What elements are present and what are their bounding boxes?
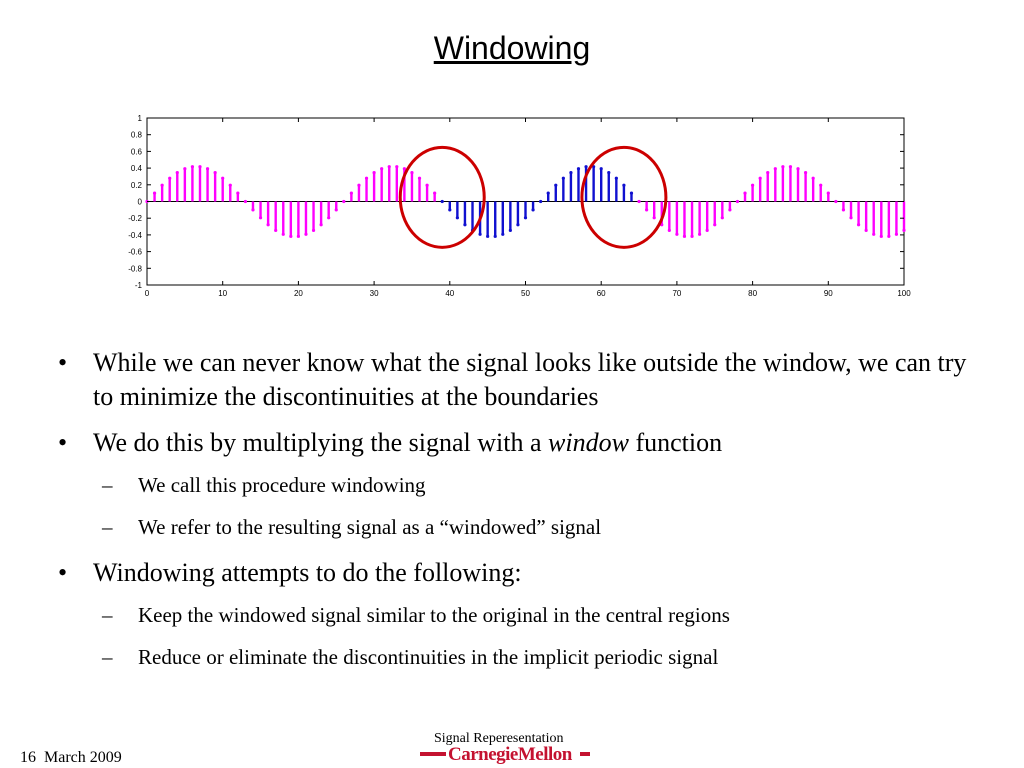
stem-marker (373, 171, 376, 174)
stem-marker (698, 233, 701, 236)
stem-marker (562, 177, 565, 180)
stem-marker (335, 208, 338, 211)
stem-marker (327, 216, 330, 219)
stem-marker (274, 229, 277, 232)
stem-marker (683, 235, 686, 238)
logo-bar-right (580, 752, 590, 756)
x-tick-label: 20 (293, 289, 303, 298)
stem-marker (236, 192, 239, 195)
stem-marker (812, 177, 815, 180)
stem-marker (410, 171, 413, 174)
sub-bullet-text: We refer to the resulting signal as a “windowed” signal (138, 515, 602, 539)
x-tick-label: 80 (748, 289, 758, 298)
stem-marker (418, 177, 421, 180)
y-tick-label: 0.8 (130, 130, 142, 140)
y-tick-label: -0.2 (128, 214, 142, 224)
stem-marker (161, 184, 164, 187)
y-tick-label: 0.2 (130, 180, 142, 190)
stem-marker (781, 165, 784, 168)
stem-marker (365, 177, 368, 180)
stem-marker (759, 177, 762, 180)
slide-title: Windowing (433, 30, 591, 66)
stem-marker (600, 167, 603, 170)
stem-marker (214, 171, 217, 174)
stem-marker (168, 177, 171, 180)
stem-marker (804, 171, 807, 174)
stem-plot (105, 110, 915, 300)
y-tick-label: 0.4 (130, 164, 142, 174)
stem-marker (895, 233, 898, 236)
x-tick-label: 50 (521, 289, 530, 298)
stem-marker (312, 229, 315, 232)
stem-marker (304, 233, 307, 236)
stem-marker (887, 235, 890, 238)
stem-marker (751, 184, 754, 187)
dash-mark: – (102, 603, 113, 627)
bullet-text-post: function (628, 428, 723, 457)
dash-mark: – (102, 515, 113, 539)
x-tick-label: 60 (596, 289, 606, 298)
y-tick-label: -0.6 (128, 247, 142, 257)
stem-marker (880, 235, 883, 238)
sub-bullet-text: Keep the windowed signal similar to the original in the central regions (138, 603, 730, 627)
stem-marker (713, 223, 716, 226)
stem-marker (244, 200, 247, 203)
x-tick-label: 40 (445, 289, 455, 298)
sub-bullet-item (58, 472, 988, 498)
stem-marker (198, 165, 201, 168)
stem-marker (395, 165, 398, 168)
bullet-text: While we can never know what the signal looks like outside the window, we can try to minimize the discontinuities at the boundaries (93, 348, 967, 411)
stem-marker (176, 171, 179, 174)
stem-marker (516, 223, 519, 226)
stem-marker (342, 200, 345, 203)
stem-marker (569, 171, 572, 174)
footer-date: 16 March 2009 (20, 749, 122, 766)
stem-marker (728, 208, 731, 211)
stem-marker (524, 216, 527, 219)
stem-marker (282, 233, 285, 236)
sub-bullet-item (58, 514, 988, 540)
stem-marker (494, 235, 497, 238)
x-tick-label: 90 (823, 289, 833, 298)
stem-marker (796, 167, 799, 170)
y-tick-label: 1 (137, 114, 142, 123)
bullet-list (58, 346, 988, 686)
stem-marker (630, 192, 633, 195)
stem-marker (357, 184, 360, 187)
sub-bullet-item (58, 602, 988, 628)
stem-marker (380, 167, 383, 170)
stem-marker (486, 235, 489, 238)
stem-marker (577, 167, 580, 170)
stem-marker (834, 200, 837, 203)
bullet-mark: • (58, 348, 68, 377)
stem-marker (819, 184, 822, 187)
bullet-item (58, 426, 988, 460)
x-tick-label: 70 (672, 289, 682, 298)
stem-marker (183, 167, 186, 170)
stem-marker (191, 165, 194, 168)
sub-bullet-text: We call this procedure windowing (138, 473, 426, 497)
x-tick-label: 10 (218, 289, 228, 298)
bullet-mark: • (58, 558, 68, 587)
stem-marker (456, 216, 459, 219)
bullet-item (58, 556, 988, 590)
stem-marker (849, 216, 852, 219)
stem-marker (842, 208, 845, 211)
stem-marker (615, 177, 618, 180)
stem-marker (388, 165, 391, 168)
y-tick-label: -1 (134, 281, 142, 290)
stem-marker (259, 216, 262, 219)
stem-marker (653, 216, 656, 219)
stem-marker (539, 200, 542, 203)
sub-bullet-text: Reduce or eliminate the discontinuities in the implicit periodic signal (138, 645, 719, 669)
stem-marker (622, 184, 625, 187)
x-tick-label: 30 (369, 289, 379, 298)
stem-marker (736, 200, 739, 203)
y-tick-label: 0 (137, 197, 142, 207)
stem-marker (645, 208, 648, 211)
stem-marker (433, 192, 436, 195)
y-tick-label: -0.4 (128, 230, 142, 240)
y-tick-label: 0.6 (130, 147, 142, 157)
stem-marker (865, 229, 868, 232)
stem-marker (297, 235, 300, 238)
stem-marker (206, 167, 209, 170)
stem-marker (350, 192, 353, 195)
stem-marker (320, 223, 323, 226)
stem-marker (766, 171, 769, 174)
stem-marker (607, 171, 610, 174)
bullet-text: Windowing attempts to do the following: (93, 558, 522, 587)
stem-marker (706, 229, 709, 232)
stem-marker (229, 184, 232, 187)
stem-marker (690, 235, 693, 238)
stem-marker (478, 233, 481, 236)
stem-marker (501, 233, 504, 236)
stem-marker (774, 167, 777, 170)
stem-marker (441, 200, 444, 203)
stem-marker (153, 192, 156, 195)
bullet-item (58, 346, 988, 414)
stem-marker (721, 216, 724, 219)
stem-marker (827, 192, 830, 195)
stem-marker (857, 223, 860, 226)
stem-marker (547, 192, 550, 195)
stem-marker (637, 200, 640, 203)
dash-mark: – (102, 645, 113, 669)
stem-marker (448, 208, 451, 211)
stem-marker (221, 177, 224, 180)
sub-bullet-item (58, 644, 988, 670)
bullet-text-pre: We do this by multiplying the signal with a (93, 428, 549, 457)
bullet-text-emphasis: window (548, 428, 629, 457)
stem-marker (289, 235, 292, 238)
x-tick-label: 0 (144, 289, 150, 298)
logo-bar-left (420, 752, 446, 756)
stem-marker (675, 233, 678, 236)
stem-marker (463, 223, 466, 226)
stem-marker (668, 229, 671, 232)
dash-mark: – (102, 473, 113, 497)
stem-marker (584, 165, 587, 168)
stem-marker (267, 223, 270, 226)
stem-marker (425, 184, 428, 187)
x-tick-label: 100 (897, 289, 911, 298)
y-tick-label: -0.8 (128, 264, 142, 274)
bullet-mark: • (58, 428, 68, 457)
stem-marker (251, 208, 254, 211)
stem-marker (509, 229, 512, 232)
footer-title: Signal Reperesentation (434, 731, 564, 746)
university-logo: CarnegieMellon (448, 744, 572, 765)
stem-marker (554, 184, 557, 187)
stem-marker (531, 208, 534, 211)
stem-marker (902, 229, 905, 232)
stem-marker (743, 192, 746, 195)
stem-marker (789, 165, 792, 168)
stem-marker (872, 233, 875, 236)
